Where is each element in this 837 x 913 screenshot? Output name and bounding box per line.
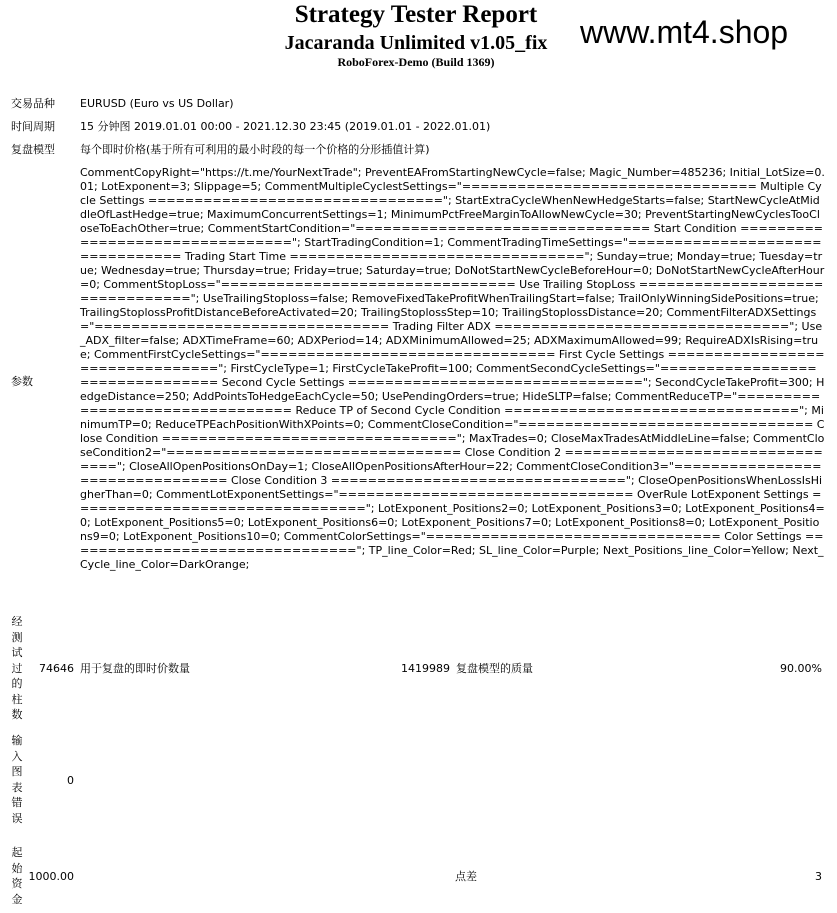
symbol-label: 交易品种 [11,97,55,110]
bars-value: 74646 [39,662,74,675]
errors-label: 输入图表错误 [11,734,23,825]
period-label: 时间周期 [11,120,55,133]
ea-name: Jacaranda Unlimited v1.05_fix [284,32,548,54]
spread-value: 3 [815,870,822,883]
model-label: 复盘模型 [11,143,55,156]
model-value: 每个即时价格(基于所有可利用的最小时段的每一个价格的分形插值计算) [80,143,430,156]
params-value: CommentCopyRight="https://t.me/YourNextTrade"; PreventEAFromStartingNewCycle=false; Magic_Number=485236; Initial_LotSize=0.01; LotExponent=3; Slippage=5; CommentMultipleCyclestSettings="================================ Multiple Cycle Settings ================================"; StartExtraCycleWhenNewHedgeStarts=false; StartNewCycleAtMiddleOfLastHedge=true; MaximumConcurrentSettings=1; MinimumPctFreeMarginToAllowNewCycle=30; PreventStartingNewCyclesTooCloseToEachOther=true; CommentStartCondition="================================ Start Condition ================================"; StartTradingCondition=1; CommentTradingTimeSettings="================================ Trading Start Time ================================"; Sunday=true; Monday=true; Tuesday=true; Wednesday=true; Thursday=true; Friday=true; Saturday=true; DoNotStartNewCycleBeforeHour=0; DoNotStartNewCycleAfterHour=0; CommentStopLoss="================================ Use Trailing StopLoss ================================"; UseTrailingStoploss=false; RemoveFixedTakeProfitWhenTrailingStart=false; TrailOnlyWinningSidePositions=true; TrailingStoplossProfitDistanceBeforeActivated=20; TrailingStoplossStep=10; TrailingStoplossDistance=20; CommentFilterADXSettings="================================ Trading Filter ADX ================================"; Use_ADX_filter=false; ADXTimeFrame=60; ADXPeriod=14; ADXMinimumAllowed=25; ADXMaximumAllowed=99; RequireADXIsRising=true; CommentFirstCycleSettings="================================ First Cycle Settings ================================"; FirstCycleType=1; FirstCycleTakeProfit=100; CommentSecondCycleSettings="================================ Second Cycle Settings ================================"; SecondCycleTakeProfit=300; HedgeDistance=250; AddPointsToHedgeEachCycle=50; UsePendingOrders=true; HideSLTP=false; CommentReduceTP="================================ Reduce TP of Second Cycle Condition ================================"; MinimumTP=0; ReduceTPEachPositionWithXPoints=0; CommentCloseCondition="================================ Close Condition ================================"; MaxTrades=0; CloseMaxTradesAtMiddleLine=false; CommentCloseCondition2="================================ Close Condition 2 ================================"; CloseAllOpenPositionsOnDay=1; CloseAllOpenPositionsAfterHour=22; CommentCloseCondition3="================================ Close Condition 3 ================================"; CloseOpenPositionsWhenLossIsHigherThan=0; CommentLotExponentSettings="================================ OverRule LotExponent Settings ================================"; LotExponent_Positions2=0; LotExponent_Positions3=0; LotExponent_Positions4=0; LotExponent_Positions5=0; LotExponent_Positions6=0; LotExponent_Positions7=0; LotExponent_Positions8=0; LotExponent_Positions9=0; LotExponent_Positions10=0; CommentColorSettings="================================ Color Settings ================================"; TP_line_Color=Red; SL_line_Color=Purple; Next_Positions_line_Color=Yellow; Next_Cycle_line_Color=DarkOrange; [80,166,825,571]
quality-label: 复盘模型的质量 [456,662,533,675]
server-build: RoboForex-Demo (Build 1369) [337,55,495,69]
report-header [0,0,837,75]
bars-label: 经测试过的柱数 [11,615,23,721]
symbol-value: EURUSD (Euro vs US Dollar) [80,97,234,110]
watermark-text: www.mt4.shop [580,14,789,50]
report-title: Strategy Tester Report [294,1,538,28]
ticks-label: 用于复盘的即时价数量 [80,662,190,675]
deposit-value: 1000.00 [28,870,74,883]
errors-value: 0 [67,774,74,787]
ticks-value: 1419989 [401,662,450,675]
quality-value: 90.00% [780,662,822,675]
spread-label: 点差 [455,870,477,883]
params-label: 参数 [11,375,33,388]
deposit-label: 起始资金 [11,846,23,906]
period-value: 15 分钟图 2019.01.01 00:00 - 2021.12.30 23:45 (2019.01.01 - 2022.01.01) [80,120,491,133]
